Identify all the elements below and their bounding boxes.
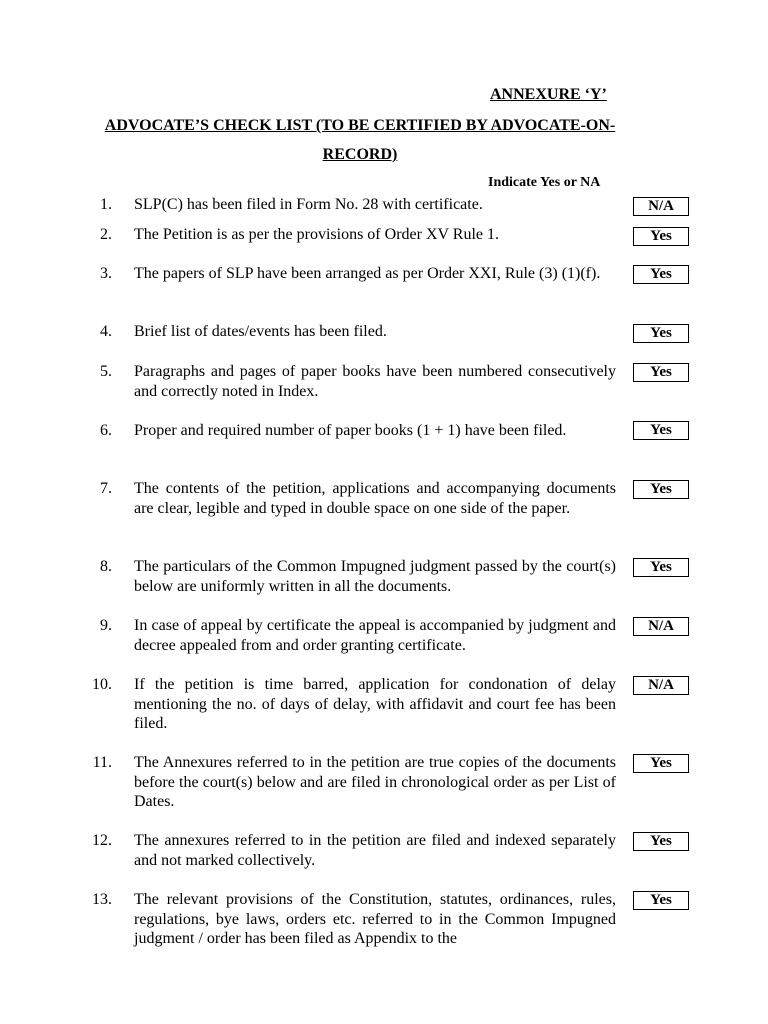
answer-box: Yes — [633, 265, 689, 284]
answer-box: Yes — [633, 421, 689, 440]
item-number: 11. — [92, 754, 112, 771]
item-text: SLP(C) has been filed in Form No. 28 with certificate. — [134, 196, 483, 213]
item-number: 8. — [100, 558, 112, 575]
annexure-heading: ANNEXURE ‘Y’ — [490, 86, 607, 103]
item-number: 13. — [92, 891, 112, 908]
item-text: The contents of the petition, applications and accompanying documents are clear, legible and typed in double space on one side of the paper. — [134, 480, 616, 517]
answer-box: Yes — [633, 324, 689, 343]
item-text: The Annexures referred to in the petition are true copies of the documents before the court(s) below and are filed in chronological order as per List of Dates. — [134, 754, 616, 810]
item-text: The papers of SLP have been arranged as per Order XXI, Rule (3) (1)(f). — [134, 265, 601, 282]
item-number: 2. — [100, 226, 112, 243]
item-number: 10. — [92, 676, 112, 693]
answer-box: Yes — [633, 480, 689, 499]
item-number: 9. — [100, 617, 112, 634]
item-number: 5. — [100, 363, 112, 380]
item-number: 3. — [100, 265, 112, 282]
answer-box: N/A — [633, 197, 689, 216]
answer-box: Yes — [633, 227, 689, 246]
answer-box: N/A — [633, 617, 689, 636]
indicate-column-header: Indicate Yes or NA — [488, 175, 601, 190]
item-number: 7. — [100, 480, 112, 497]
page-title-line-1: ADVOCATE’S CHECK LIST (TO BE CERTIFIED BY ADVOCATE-ON- — [104, 117, 616, 134]
item-number: 4. — [100, 323, 112, 340]
answer-box: Yes — [633, 891, 689, 910]
item-text: Proper and required number of paper books (1 + 1) have been filed. — [134, 422, 567, 439]
item-text: Paragraphs and pages of paper books have been numbered consecutively and correctly noted in Index. — [134, 363, 616, 400]
item-number: 6. — [100, 422, 112, 439]
item-number: 12. — [92, 832, 112, 849]
item-text: Brief list of dates/events has been filed. — [134, 323, 387, 340]
answer-box: Yes — [633, 832, 689, 851]
page-title-line-2: RECORD) — [322, 146, 398, 163]
answer-box: Yes — [633, 558, 689, 577]
item-text: The relevant provisions of the Constitution, statutes, ordinances, rules, regulations, bye laws, orders etc. referred to in the Common Impugned judgment / order has been filed as Appendix to the — [134, 891, 616, 947]
item-text: The annexures referred to in the petition are filed and indexed separately and not marked collectively. — [134, 832, 616, 869]
item-number: 1. — [100, 196, 112, 213]
answer-box: N/A — [633, 676, 689, 695]
answer-box: Yes — [633, 754, 689, 773]
item-text: In case of appeal by certificate the appeal is accompanied by judgment and decree appealed from and order granting certificate. — [134, 617, 616, 654]
item-text: The Petition is as per the provisions of Order XV Rule 1. — [134, 226, 499, 243]
item-text: The particulars of the Common Impugned judgment passed by the court(s) below are uniformly written in all the documents. — [134, 558, 616, 595]
answer-box: Yes — [633, 363, 689, 382]
item-text: If the petition is time barred, application for condonation of delay mentioning the no. of days of delay, with affidavit and court fee has been filed. — [134, 676, 616, 732]
